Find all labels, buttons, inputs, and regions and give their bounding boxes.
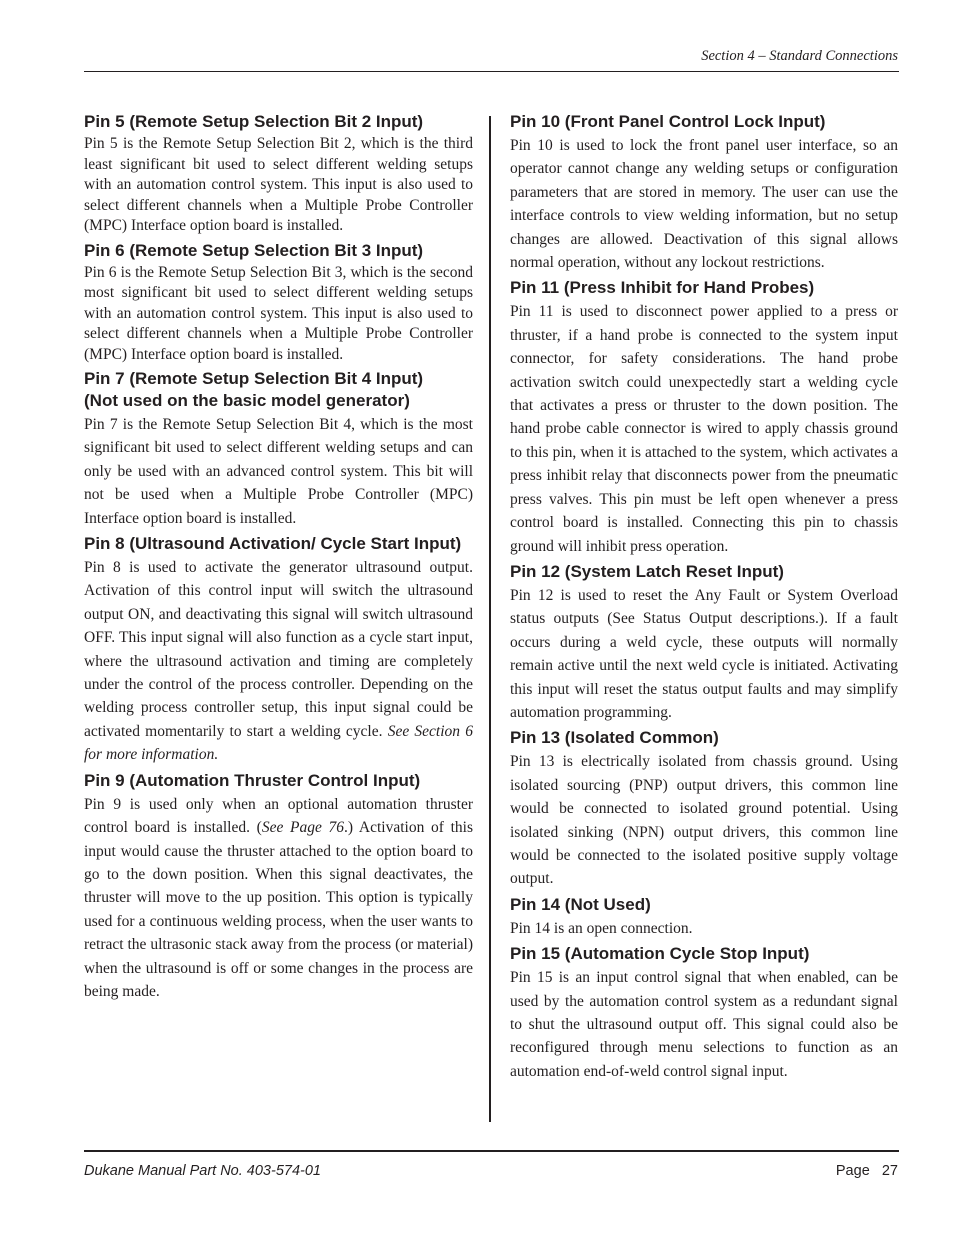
pin12-heading: Pin 12 (System Latch Reset Input) [510, 561, 784, 581]
pin5-section [84, 111, 473, 237]
pin7-heading-line2: (Not used on the basic model generator) [84, 391, 410, 410]
pin6-heading: Pin 6 (Remote Setup Selection Bit 3 Input) [84, 240, 424, 260]
pin6-section [84, 240, 473, 366]
pin13-heading: Pin 13 (Isolated Common) [510, 728, 719, 748]
pin9-body-text-1: Pin 9 is used only when an optional automation thruster control board is installed. ( [84, 795, 473, 837]
pin12-body: Pin 12 is used to reset the Any Fault or System Overload status outputs (See Status Output descriptions.). If a fault occurs during a weld cycle, these outputs will normally remain active until the next weld cycle is initiated. Activating this input will reset the status output faults and may simplify automation programming. [510, 586, 898, 721]
right-column [510, 111, 898, 1086]
section-header: Section 4 – Standard Connections [701, 48, 898, 64]
pin7-body: Pin 7 is the Remote Setup Selection Bit 4, which is the most significant bit used to select different welding setups and can only be used with an advanced control system. This bit will not be used when a Multiple Probe Controller (MPC) Interface option board is installed. [84, 416, 473, 527]
pin8-heading: Pin 8 (Ultrasound Activation/ Cycle Start Input) [84, 534, 462, 554]
pin5-heading: Pin 5 (Remote Setup Selection Bit 2 Input) [84, 112, 424, 131]
pin9-heading: Pin 9 (Automation Thruster Control Input) [84, 770, 421, 790]
footer-rule [84, 1150, 899, 1152]
page-number [836, 1163, 898, 1179]
pin13-body: Pin 13 is electrically isolated from chassis ground. Using isolated sourcing (PNP) output drivers, this common line would be connected to isolated ground potential. Using isolated sinking (NPN) output drivers, this common line would be connected to the isolated positive supply voltage output. [510, 753, 898, 888]
header-rule [84, 71, 899, 72]
pin11-heading: Pin 11 (Press Inhibit for Hand Probes) [510, 278, 815, 298]
page-label: Page [835, 1163, 870, 1179]
pin10-body: Pin 10 is used to lock the front panel user interface, so an operator cannot change any welding setups or configuration parameters that are stored in memory. The user can use the interface controls to view welding information, but no setup changes are allowed. Deactivation of this signal allows normal operation, without any lockout restrictions. [510, 137, 898, 272]
column-divider [489, 116, 491, 1122]
pin15-body: Pin 15 is an input control signal that when enabled, can be used by the automation control system as a redundant signal to shut the ultrasound output off. This signal could also be reconfigured through menu selections to function as an automation end-of-weld control signal input. [510, 969, 898, 1080]
pin6-body: Pin 6 is the Remote Setup Selection Bit 3, which is the second most significant bit used to select different welding setups with an automation control system. This input is also used to select different channels when a Multiple Probe Controller (MPC) Interface option board is installed. [84, 263, 473, 363]
pin7-heading-line1: Pin 7 (Remote Setup Selection Bit 4 Input) [84, 369, 424, 388]
pin15-section [510, 943, 898, 1083]
pin13-section [510, 727, 898, 890]
pin7-section [84, 368, 473, 530]
pin8-body-italic: See Section 6 for more information. [84, 722, 473, 764]
pin8-body [84, 556, 473, 767]
pin14-body: Pin 14 is an open connection. [510, 919, 693, 937]
pin9-body-italic: See Page 76 [261, 819, 345, 837]
pin14-section [510, 894, 898, 940]
pin10-heading: Pin 10 (Front Panel Control Lock Input) [510, 112, 826, 131]
page-number-value: 27 [881, 1163, 898, 1179]
pin9-section [84, 770, 473, 1004]
pin12-section [510, 561, 898, 724]
pin9-body-text-2: .) Activation of this input would cause the thruster attached to the option board to go to the down position. When this signal deactivates, the thruster will move to the up position. This option is typically used for a continuous welding process, when the user wants to retract the ultrasonic stack away from the process (or material) when the ultrasound is off or some changes in the process are being made. [84, 819, 473, 1000]
left-column [84, 111, 473, 1006]
pin9-body [84, 793, 473, 1004]
pin11-section [510, 277, 898, 557]
pin15-heading: Pin 15 (Automation Cycle Stop Input) [510, 944, 810, 964]
pin8-body-text: Pin 8 is used to activate the generator ultrasound output. Activation of this control input will switch the ultrasound output ON, and deactivating this signal will switch ultrasound OFF. This input signal will also function as a cycle start input, where the ultrasound activation and timing are completely under the control of the process controller. Depending on the welding process controller setup, this input signal could be activated momentarily to start a welding cycle. [84, 559, 473, 740]
pin8-section [84, 533, 473, 767]
pin11-body: Pin 11 is used to disconnect power applied to a press or thruster, if a hand probe is connected to the system input connector, for safety considerations. The hand probe activation switch could unexpectedly start a welding cycle that activates a press or thruster to the down position. The hand probe cable connector is wired to apply chassis ground to this pin, when it is attached to the system, which activates a press inhibit relay that disconnects power from the pneumatic press valves. This pin must be left open whenever a press control board is installed. Connecting this pin to chassis ground will inhibit press operation. [510, 303, 898, 555]
manual-part-number: Dukane Manual Part No. 403-574-01 [84, 1163, 321, 1179]
pin7-heading [84, 368, 473, 412]
pin14-heading: Pin 14 (Not Used) [510, 894, 651, 914]
pin10-section [510, 111, 898, 274]
pin5-body: Pin 5 is the Remote Setup Selection Bit 2, which is the third least significant bit used to select different welding setups with an automation control system. This input is also used to select different channels when a Multiple Probe Controller (MPC) Interface option board is installed. [84, 135, 473, 234]
